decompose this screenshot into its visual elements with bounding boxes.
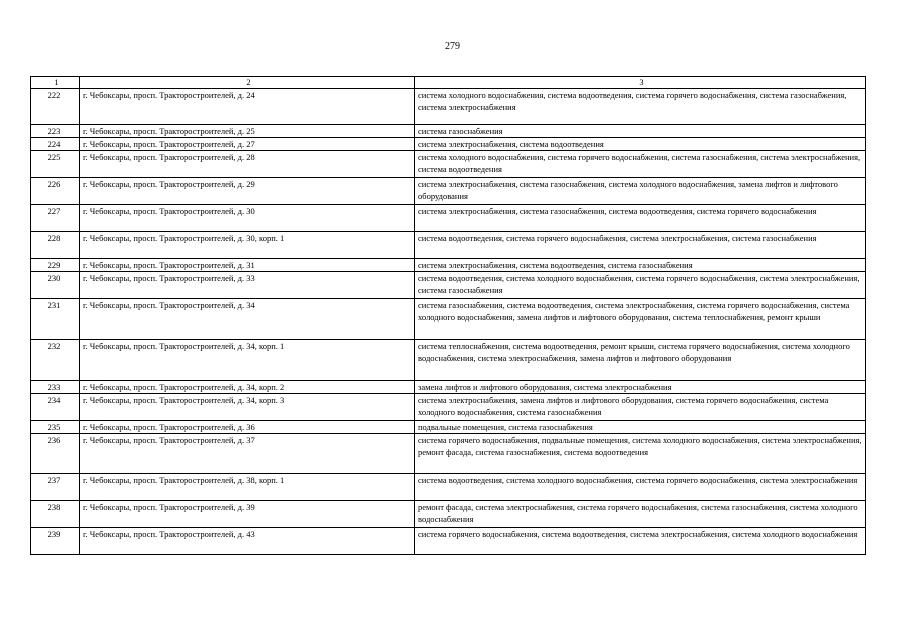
address-cell: г. Чебоксары, просп. Тракторостроителей, д. 29	[80, 178, 415, 205]
row-number-cell: 234	[31, 394, 80, 421]
address-cell: г. Чебоксары, просп. Тракторостроителей, д. 30	[80, 205, 415, 232]
row-number-cell: 239	[31, 528, 80, 555]
table-body	[31, 89, 866, 555]
address-cell: г. Чебоксары, просп. Тракторостроителей, д. 28	[80, 151, 415, 178]
row-number-cell: 228	[31, 232, 80, 259]
row-number-cell: 232	[31, 340, 80, 381]
systems-cell: система холодного водоснабжения, система водоотведения, система горячего водоснабжения, система газоснабжения, система электроснабжения	[415, 89, 866, 125]
systems-cell: система водоотведения, система холодного водоснабжения, система горячего водоснабжения, система электроснабжения, система газоснабжения	[415, 272, 866, 299]
address-cell: г. Чебоксары, просп. Тракторостроителей, д. 36	[80, 421, 415, 434]
row-number-cell: 229	[31, 259, 80, 272]
systems-cell: замена лифтов и лифтового оборудования, система электроснабжения	[415, 381, 866, 394]
address-cell: г. Чебоксары, просп. Тракторостроителей, д. 27	[80, 138, 415, 151]
table-row	[31, 89, 866, 125]
table-row	[31, 232, 866, 259]
row-number-cell: 231	[31, 299, 80, 340]
address-cell: г. Чебоксары, просп. Тракторостроителей, д. 43	[80, 528, 415, 555]
table-row	[31, 299, 866, 340]
address-cell: г. Чебоксары, просп. Тракторостроителей, д. 31	[80, 259, 415, 272]
address-cell: г. Чебоксары, просп. Тракторостроителей, д. 34, корп. 2	[80, 381, 415, 394]
table-row	[31, 205, 866, 232]
row-number-cell: 235	[31, 421, 80, 434]
row-number-cell: 223	[31, 125, 80, 138]
systems-cell: система горячего водоснабжения, подвальные помещения, система холодного водоснабжения, система электроснабжения, ремонт фасада, система газоснабжения, система водоотведения	[415, 434, 866, 474]
systems-cell: система водоотведения, система холодного водоснабжения, система горячего водоснабжения, система электроснабжения	[415, 474, 866, 501]
row-number-cell: 237	[31, 474, 80, 501]
systems-cell: подвальные помещения, система газоснабжения	[415, 421, 866, 434]
table-row	[31, 394, 866, 421]
address-cell: г. Чебоксары, просп. Тракторостроителей, д. 25	[80, 125, 415, 138]
column-header-address: 2	[80, 77, 415, 89]
address-systems-table	[30, 76, 866, 555]
row-number-cell: 238	[31, 501, 80, 528]
table-row	[31, 501, 866, 528]
systems-cell: система горячего водоснабжения, система водоотведения, система электроснабжения, система холодного водоснабжения	[415, 528, 866, 555]
systems-cell: система электроснабжения, система водоотведения	[415, 138, 866, 151]
table-row	[31, 421, 866, 434]
row-number-cell: 222	[31, 89, 80, 125]
row-number-cell: 224	[31, 138, 80, 151]
table-row	[31, 474, 866, 501]
row-number-cell: 233	[31, 381, 80, 394]
systems-cell: система электроснабжения, система газоснабжения, система водоотведения, система горячего водоснабжения	[415, 205, 866, 232]
table-row	[31, 138, 866, 151]
address-cell: г. Чебоксары, просп. Тракторостроителей, д. 39	[80, 501, 415, 528]
column-header-systems: 3	[415, 77, 866, 89]
row-number-cell: 230	[31, 272, 80, 299]
table-row	[31, 178, 866, 205]
address-cell: г. Чебоксары, просп. Тракторостроителей, д. 38, корп. 1	[80, 474, 415, 501]
table-row	[31, 259, 866, 272]
systems-cell: ремонт фасада, система электроснабжения, система горячего водоснабжения, система газоснабжения, система холодного водоснабжения	[415, 501, 866, 528]
address-cell: г. Чебоксары, просп. Тракторостроителей, д. 34, корп. 1	[80, 340, 415, 381]
table-row	[31, 434, 866, 474]
row-number-cell: 236	[31, 434, 80, 474]
address-cell: г. Чебоксары, просп. Тракторостроителей, д. 24	[80, 89, 415, 125]
systems-cell: система электроснабжения, замена лифтов и лифтового оборудования, система горячего водоснабжения, система холодного водоснабжения, система газоснабжения	[415, 394, 866, 421]
table-row	[31, 151, 866, 178]
systems-cell: система водоотведения, система горячего водоснабжения, система электроснабжения, система газоснабжения	[415, 232, 866, 259]
table-row	[31, 340, 866, 381]
systems-cell: система электроснабжения, система водоотведения, система газоснабжения	[415, 259, 866, 272]
page-number: 279	[445, 41, 460, 52]
systems-cell: система холодного водоснабжения, система горячего водоснабжения, система газоснабжения, система электроснабжения, система водоотведения	[415, 151, 866, 178]
table-row	[31, 528, 866, 555]
address-cell: г. Чебоксары, просп. Тракторостроителей, д. 30, корп. 1	[80, 232, 415, 259]
row-number-cell: 225	[31, 151, 80, 178]
row-number-cell: 226	[31, 178, 80, 205]
address-cell: г. Чебоксары, просп. Тракторостроителей, д. 34, корп. 3	[80, 394, 415, 421]
systems-cell: система теплоснабжения, система водоотведения, ремонт крыши, система горячего водоснабжения, система холодного водоснабжения, система электроснабжения, замена лифтов и лифтового оборудования	[415, 340, 866, 381]
address-cell: г. Чебоксары, просп. Тракторостроителей, д. 34	[80, 299, 415, 340]
systems-cell: система электроснабжения, система газоснабжения, система холодного водоснабжения, замена лифтов и лифтового оборудования	[415, 178, 866, 205]
address-cell: г. Чебоксары, просп. Тракторостроителей, д. 37	[80, 434, 415, 474]
address-cell: г. Чебоксары, просп. Тракторостроителей, д. 33	[80, 272, 415, 299]
systems-cell: система газоснабжения	[415, 125, 866, 138]
row-number-cell: 227	[31, 205, 80, 232]
systems-cell: система газоснабжения, система водоотведения, система электроснабжения, система горячего водоснабжения, система холодного водоснабжения, замена лифтов и лифтового оборудования, система теплоснабжения, ремонт крыши	[415, 299, 866, 340]
column-header-number: 1	[31, 77, 80, 89]
table-row	[31, 125, 866, 138]
table-row	[31, 381, 866, 394]
table-header-row	[31, 77, 866, 89]
table-row	[31, 272, 866, 299]
